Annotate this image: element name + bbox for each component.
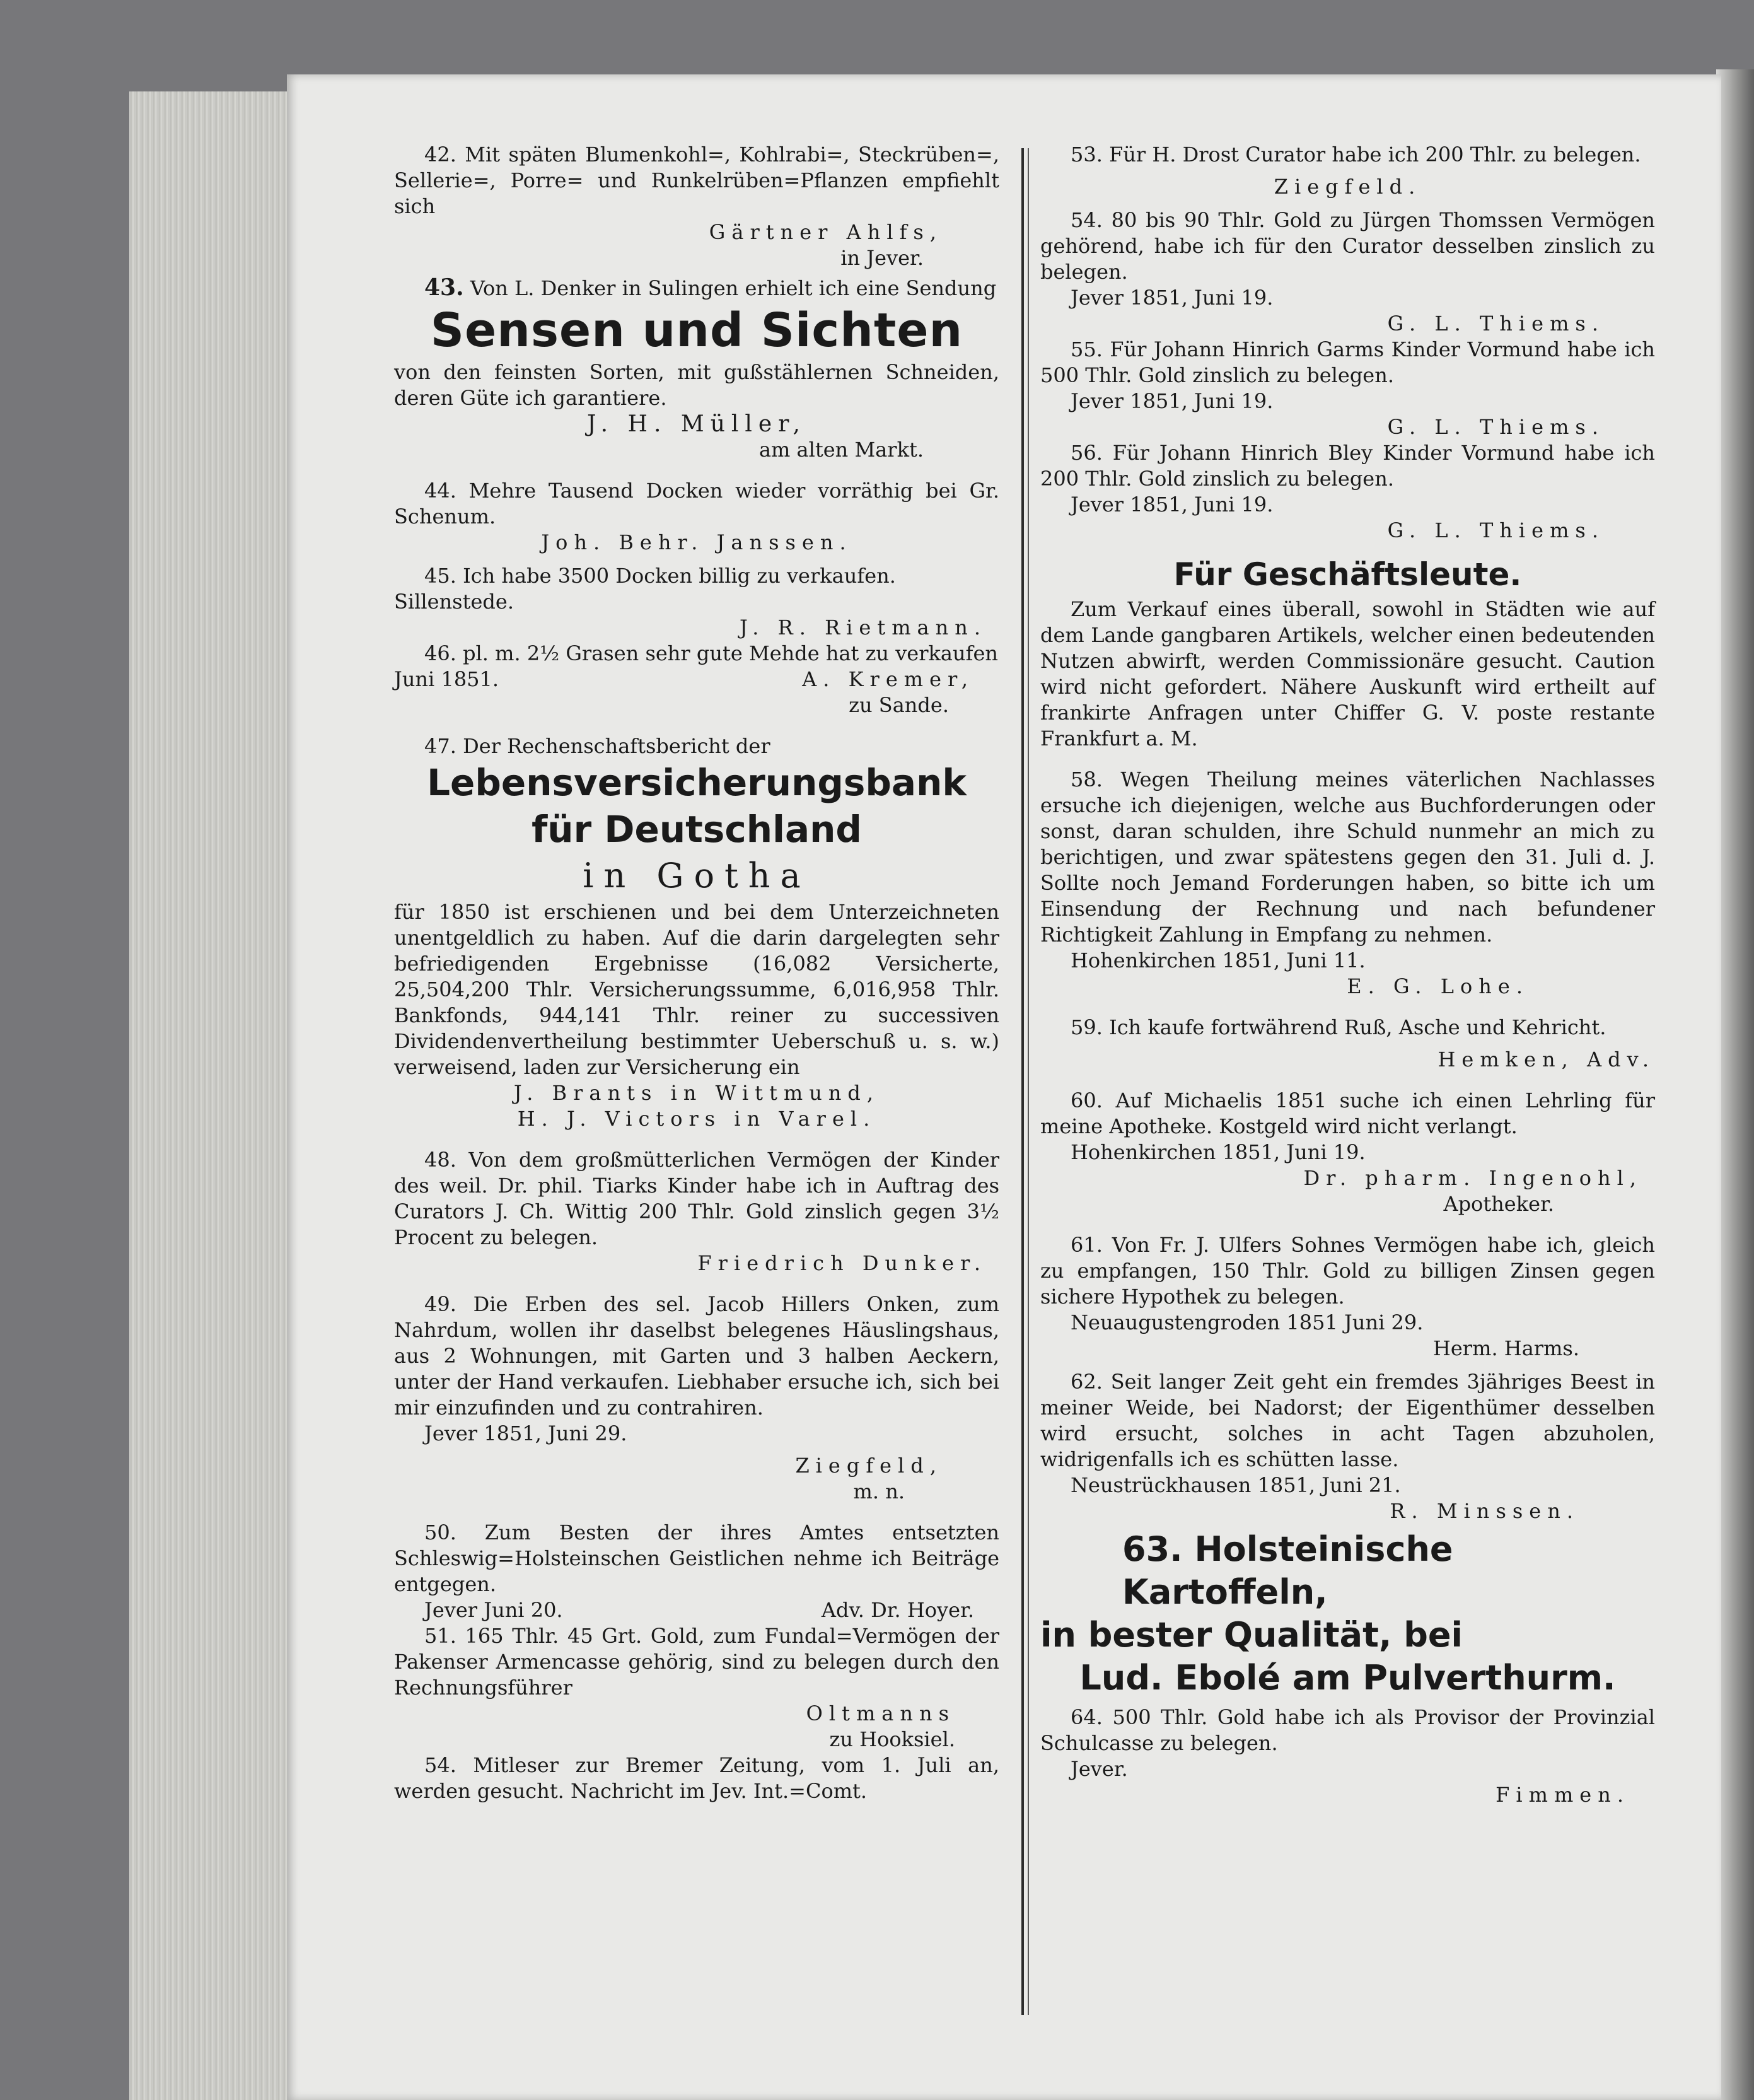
ad-47-signature-2: H. J. Victors in Varel. [517,1107,876,1131]
ad-46-signature: A. Kremer, [802,667,974,691]
ad-64-signature: Fimmen. [1496,1783,1630,1807]
ad-51 [394,1623,999,1753]
ad-46-place: zu Sande. [849,693,949,717]
ad-46 [394,641,999,718]
ad-60 [1040,1088,1655,1217]
ad-63-line-1: 63. Holsteinische Kartoffeln, [1122,1529,1453,1612]
book-page-edges [129,91,296,2100]
ad-59-text: 59. Ich kaufe fortwährend Ruß, Asche und Kehricht. [1071,1015,1606,1039]
ad-43-place: am alten Markt. [758,438,924,462]
ad-49-signature: Ziegfeld, [795,1454,943,1478]
ad-50-text: 50. Zum Besten der ihres Amtes entsetzten Schleswig=Holsteinschen Geistlichen nehme ich Beiträge entgegen. [394,1520,999,1596]
ad-54-right-signature: G. L. Thiems. [1387,312,1605,335]
ad-46-text: 46. pl. m. 2½ Grasen sehr gute Mehde hat zu verkaufen [424,641,998,665]
ad-45-place: Sillenstede. [394,590,514,614]
ad-63-line-2: in bester Qualität, bei [1040,1615,1463,1655]
ad-61 [1040,1232,1655,1362]
ad-64 [1040,1705,1655,1808]
ad-53 [1040,142,1655,200]
ad-47-headline-3: in Gotha [583,856,811,895]
ad-56-text: 56. Für Johann Hinrich Bley Kinder Vormund habe ich 200 Thlr. Gold zinslich zu belegen. [1040,441,1655,491]
ad-55-text: 55. Für Johann Hinrich Garms Kinder Vormund habe ich 500 Thlr. Gold zinslich zu belegen. [1040,337,1655,387]
ad-45-text: 45. Ich habe 3500 Docken billig zu verkaufen. [424,564,896,588]
ad-54-right-text: 54. 80 bis 90 Thlr. Gold zu Jürgen Thomssen Vermögen gehörend, habe ich für den Curator desselben zinslich zu belegen. [1040,208,1655,284]
ad-58-date: Hohenkirchen 1851, Juni 11. [1071,948,1366,972]
ad-61-date: Neuaugustengroden 1851 Juni 29. [1071,1310,1424,1334]
ad-51-place: zu Hooksiel. [829,1727,955,1751]
ad-56 [1040,440,1655,544]
ad-58-signature: E. G. Lohe. [1347,974,1529,998]
ad-59-signature: Hemken, Adv. [1437,1047,1655,1071]
section-heading: Für Geschäftsleute. [1173,556,1522,593]
ad-59 [1040,1015,1655,1073]
ad-47 [394,733,999,1132]
ad-43-text2: von den feinsten Sorten, mit gußstählernen Schneiden, deren Güte ich garantiere. [394,360,999,410]
ad-44-signature: Joh. Behr. Janssen. [541,530,852,554]
ad-47-intro: 47. Der Rechenschaftsbericht der [424,734,770,758]
ad-54-right-date: Jever 1851, Juni 19. [1071,286,1274,310]
ad-58 [1040,767,1655,1000]
ad-50-date: Jever Juni 20. [424,1598,563,1622]
ad-48 [394,1147,999,1276]
ad-60-title: Apotheker. [1443,1192,1554,1216]
ad-47-headline-2: für Deutschland [531,808,862,851]
right-column [1040,142,1655,1808]
ad-50 [394,1520,999,1623]
column-rule [1021,148,1024,2015]
ad-43-text: Von L. Denker in Sulingen erhielt ich eine Sendung [470,276,997,300]
ad-64-place: Jever. [1071,1757,1128,1781]
ad-44-text: 44. Mehre Tausend Docken wieder vorräthig bei Gr. Schenum. [394,479,999,528]
ad-54-left-text: 54. Mitleser zur Bremer Zeitung, vom 1. Juli an, werden gesucht. Nachricht im Jev. Int.=Comt. [394,1753,999,1803]
ad-46-date: Juni 1851. [394,667,499,691]
ad-61-signature: Herm. Harms. [1432,1336,1579,1360]
book-gutter-right [1716,69,1754,2100]
ad-49 [394,1292,999,1505]
ad-55 [1040,337,1655,440]
ad-42 [394,142,999,271]
ad-62-text: 62. Seit langer Zeit geht ein fremdes 3jähriges Beest in meiner Weide, bei Nadorst; der Eigenthümer desselben wird ersucht, solches in acht Tagen abzuholen, widrigenfalls ich es schütten lasse. [1040,1370,1655,1471]
ad-42-place: in Jever. [840,246,924,270]
ad-54-left [394,1753,999,1804]
ad-58-text: 58. Wegen Theilung meines väterlichen Nachlasses ersuche ich diejenigen, welche aus Buchforderungen oder sonst, daran schulden, ihre Schuld nunmehr an mich zu berichtigen, und zwar spätestens gegen den 31. Juli d. J. Sollte noch Jemand Forderungen haben, so bitte ich um Einsendung der Rechnung und nach befundener Richtigkeit Zahlung in Empfang zu nehmen. [1040,767,1655,947]
ad-62-signature: R. Minssen. [1390,1499,1579,1523]
ad-48-signature: Friedrich Dunker. [697,1251,987,1275]
ad-64-text: 64. 500 Thlr. Gold habe ich als Provisor der Provinzial Schulcasse zu belegen. [1040,1705,1655,1755]
ad-50-signature: Adv. Dr. Hoyer. [821,1598,974,1622]
ad-43-headline: Sensen und Sichten [430,303,963,358]
ad-42-signature: Gärtner Ahlfs, [709,220,943,244]
ad-42-text: 42. Mit späten Blumenkohl=, Kohlrabi=, Steckrüben=, Sellerie=, Porre= und Runkelrüben=Pflanzen empfiehlt sich [394,143,999,218]
ad-45-signature: J. R. Rietmann. [739,615,987,639]
ad-43-number: 43. [424,274,464,301]
ad-53-signature: Ziegfeld. [1274,175,1422,199]
ad-45 [394,563,999,641]
ad-44 [394,478,999,556]
ad-62 [1040,1369,1655,1524]
ad-55-signature: G. L. Thiems. [1387,415,1605,439]
ad-43-signature: J. H. Müller, [587,411,806,437]
ad-57-text: Zum Verkauf eines überall, sowohl in Städten wie auf dem Lande gangbaren Artikels, welcher einen bedeutenden Nutzen abwirft, werden Commissionäre gesucht. Caution wird nicht gefordert. Nähere Auskunft wird ertheilt auf frankirte Anfragen unter Chiffer G. V. poste restante Frankfurt a. M. [1040,597,1655,750]
ad-49-date: Jever 1851, Juni 29. [424,1421,627,1445]
ad-60-date: Hohenkirchen 1851, Juni 19. [1071,1140,1366,1164]
ad-53-text: 53. Für H. Drost Curator habe ich 200 Thlr. zu belegen. [1071,143,1641,166]
column-rule-secondary [1028,148,1029,2015]
ad-48-text: 48. Von dem großmütterlichen Vermögen der Kinder des weil. Dr. phil. Tiarks Kinder habe ich in Auftrag des Curators J. Ch. Wittig 200 Thlr. Gold zinslich gegen 3½ Procent zu belegen. [394,1148,999,1249]
ad-63 [1040,1528,1655,1700]
ad-60-signature: Dr. pharm. Ingenohl, [1303,1166,1642,1190]
ad-47-headline-1: Lebensversicherungsbank [427,761,967,804]
ad-51-signature: Oltmanns [806,1701,955,1725]
ad-54-right [1040,207,1655,337]
ad-47-text: für 1850 ist erschienen und bei dem Unterzeichneten unentgeldlich zu haben. Auf die darin dargelegten sehr befriedigenden Ergebnisse (16,082 Versicherte, 25,504,200 Thlr. Versicherungssumme, 6,016,958 Thlr. Bankfonds, 944,141 Thlr. reiner zu successiven Dividendenvertheilung bestimmter Ueberschuß u. s. w.) verweisend, laden zur Versicherung ein [394,900,999,1079]
ad-49-note: m. n. [853,1479,905,1503]
ad-61-text: 61. Von Fr. J. Ulfers Sohnes Vermögen habe ich, gleich zu empfangen, 150 Thlr. Gold zu billigen Zinsen gegen sichere Hypothek zu belegen. [1040,1233,1655,1309]
ad-51-text: 51. 165 Thlr. 45 Grt. Gold, zum Fundal=Vermögen der Pakenser Armencasse gehörig, sind zu belegen durch den Rechnungsführer [394,1624,999,1700]
ad-43 [394,275,999,463]
ad-62-date: Neustrückhausen 1851, Juni 21. [1071,1473,1401,1497]
ad-60-text: 60. Auf Michaelis 1851 suche ich einen Lehrling für meine Apotheke. Kostgeld wird nicht verlangt. [1040,1088,1655,1138]
ad-55-date: Jever 1851, Juni 19. [1071,389,1274,413]
ad-56-date: Jever 1851, Juni 19. [1071,493,1274,516]
ad-63-line-3: Lud. Ebolé am Pulverthurm. [1079,1658,1616,1698]
ad-57 [1040,597,1655,752]
ad-47-signature-1: J. Brants in Wittmund, [513,1081,880,1105]
left-column [394,142,999,1804]
ad-56-signature: G. L. Thiems. [1387,518,1605,542]
ad-49-text: 49. Die Erben des sel. Jacob Hillers Onken, zum Nahrdum, wollen ihr daselbst belegenes Häuslingshaus, aus 2 Wohnungen, mit Garten und 3 halben Aeckern, unter der Hand verkaufen. Liebhaber ersuche ich, sich bei mir einzufinden und zu contrahiren. [394,1292,999,1420]
